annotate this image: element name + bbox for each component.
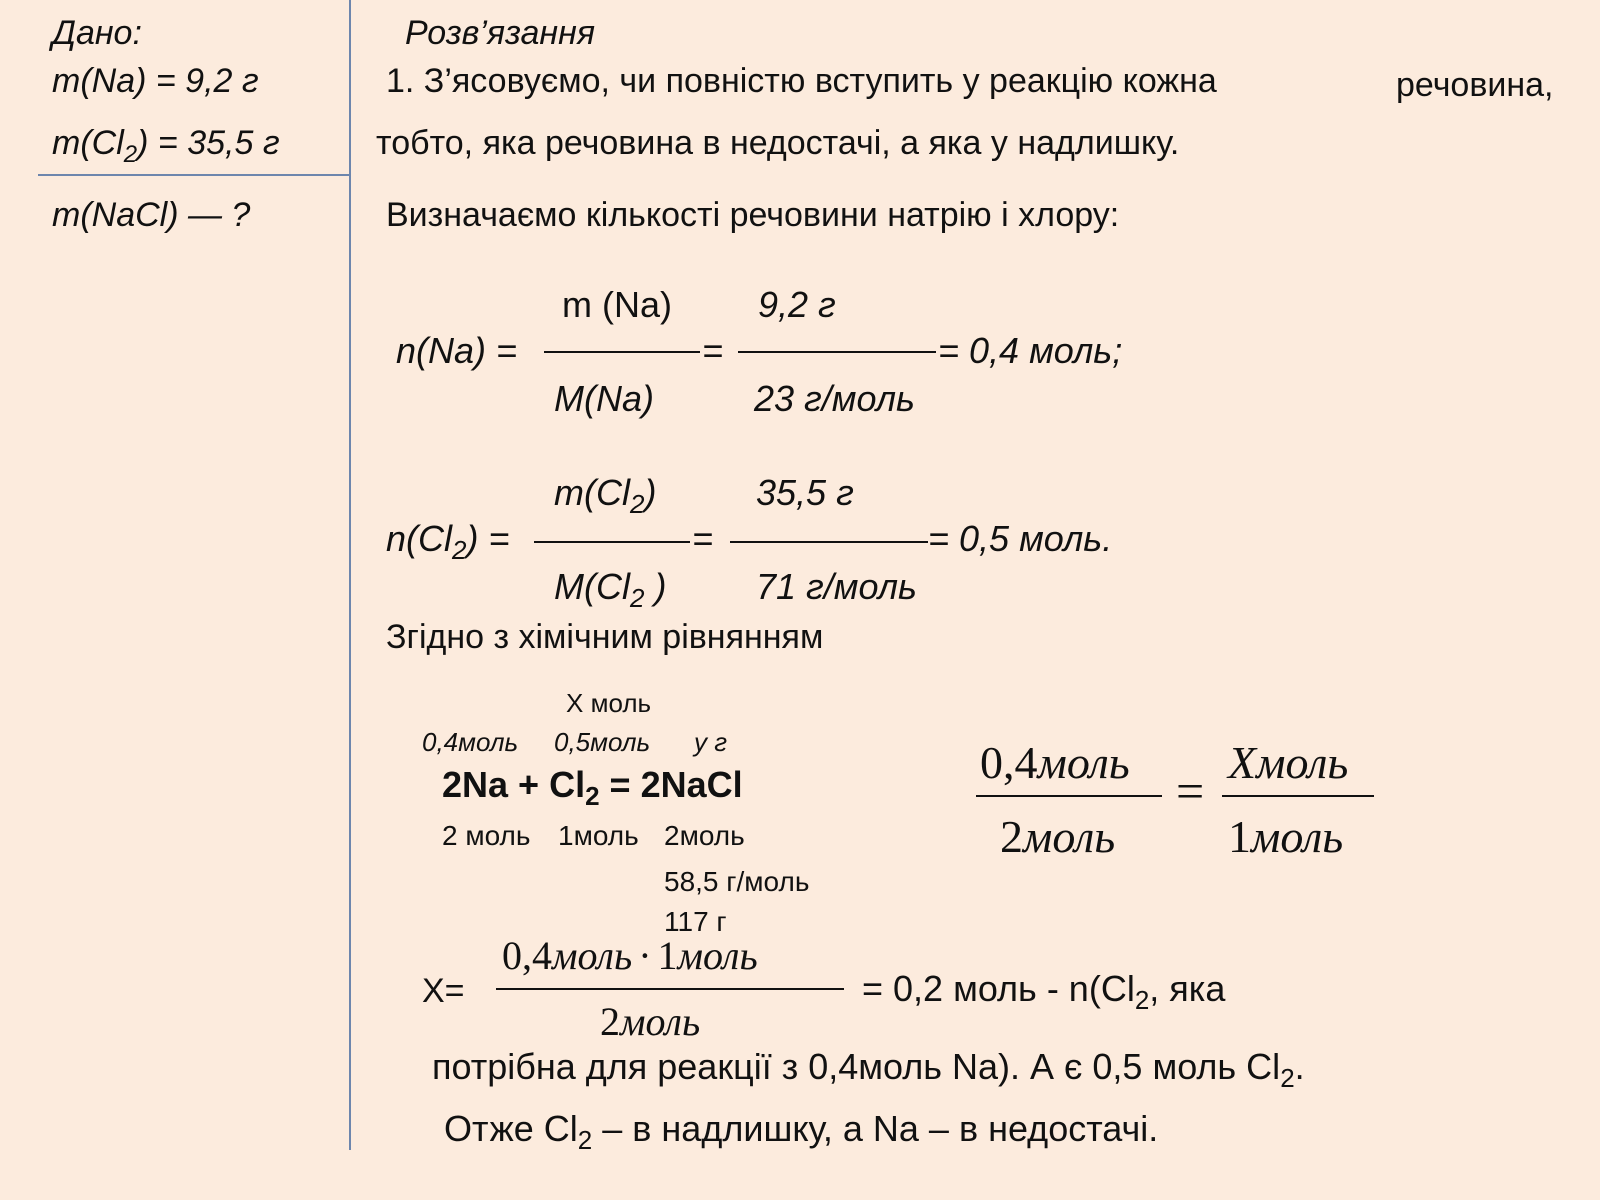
f2-result: = 0,5 моль. xyxy=(928,518,1113,559)
f2-den1: $M(Cl_2$ ) xyxy=(554,566,667,614)
prop-left-bar xyxy=(976,795,1162,797)
column-divider xyxy=(349,0,351,1150)
f1-num1: m (Na) xyxy=(562,284,672,325)
prop-equals: = xyxy=(1176,763,1205,819)
eqn-above-na: 0,4моль xyxy=(422,727,519,757)
f2-num1: $m(Cl_2)$ xyxy=(554,472,657,520)
according-text: Згідно з хімічним рівнянням xyxy=(386,618,824,656)
step1-text-a: 1. З’ясовуємо, чи повністю вступить у реакцію кожна xyxy=(386,62,1217,100)
prop-right-num: Xмоль xyxy=(1228,737,1349,788)
eqn-below-na: 2 моль xyxy=(442,820,531,851)
given-divider xyxy=(38,174,350,176)
xcalc-num: 0,4моль · 1моль xyxy=(502,933,758,978)
eqn-above-x: X моль xyxy=(566,688,652,718)
eqn-above-nacl: у г xyxy=(694,727,728,757)
eqn-below-cl2: 1моль xyxy=(558,820,639,851)
eqn-above-cl2: 0,5моль xyxy=(554,727,651,757)
f1-den1: M(Na) xyxy=(554,378,654,419)
eqn-main: $2Na + Cl_2$ = 2NaCl xyxy=(442,764,743,812)
f2-eq: = xyxy=(692,518,714,559)
f1-den2: 23 г/моль xyxy=(754,378,915,419)
f1-fraction-bar-1 xyxy=(544,351,700,353)
given-mass-cl2: $m(Cl_2) = 35,5$ г xyxy=(52,124,280,168)
conclusion-line-1: потрібна для реакції з 0,4моль Na). А є 0,5 моль $Cl_2$. xyxy=(432,1046,1305,1094)
find-mass-nacl: m(NaCl) — ? xyxy=(52,196,251,234)
f1-fraction-bar-2 xyxy=(738,351,936,353)
f1-num2: 9,2 г xyxy=(758,284,836,325)
prop-left-den: 2моль xyxy=(1000,811,1116,862)
eqn-molar-mass: 58,5 г/моль xyxy=(664,866,810,897)
step1-text-c: тобто, яка речовина в недостачі, а яка у надлишку. xyxy=(376,124,1180,162)
f2-num2: 35,5 г xyxy=(756,472,854,513)
xcalc-bar xyxy=(496,988,844,990)
conclusion-line-2: Отже $Cl_2$ – в надлишку, а Na – в недостачі. xyxy=(444,1108,1159,1156)
solution-heading: Розв’язання xyxy=(405,14,596,52)
given-heading: Дано: xyxy=(52,14,142,52)
xcalc-den: 2моль xyxy=(600,999,701,1044)
define-text: Визначаємо кількості речовини натрію і хлору: xyxy=(386,196,1120,234)
f1-result: = 0,4 моль; xyxy=(938,330,1123,371)
prop-left-num: 0,4моль xyxy=(980,737,1130,788)
f2-lhs: $n(Cl_2)$ = xyxy=(386,518,510,566)
f1-lhs: n(Na) = xyxy=(396,330,518,371)
f1-eq: = xyxy=(702,330,724,371)
prop-right-den: 1моль xyxy=(1228,811,1344,862)
f2-fraction-bar-1 xyxy=(534,541,690,543)
eqn-below-nacl: 2моль xyxy=(664,820,745,851)
eqn-mass: 117 г xyxy=(664,906,727,937)
f2-den2: 71 г/моль xyxy=(756,566,917,607)
f2-fraction-bar-2 xyxy=(730,541,928,543)
given-mass-na: m(Na) = 9,2 г xyxy=(52,62,259,100)
xcalc-result: = 0,2 моль - $n(Cl_2$, яка xyxy=(862,968,1226,1016)
step1-text-b: речовина, xyxy=(1396,66,1554,104)
prop-right-bar xyxy=(1222,795,1374,797)
xcalc-lhs: X= xyxy=(422,972,465,1010)
